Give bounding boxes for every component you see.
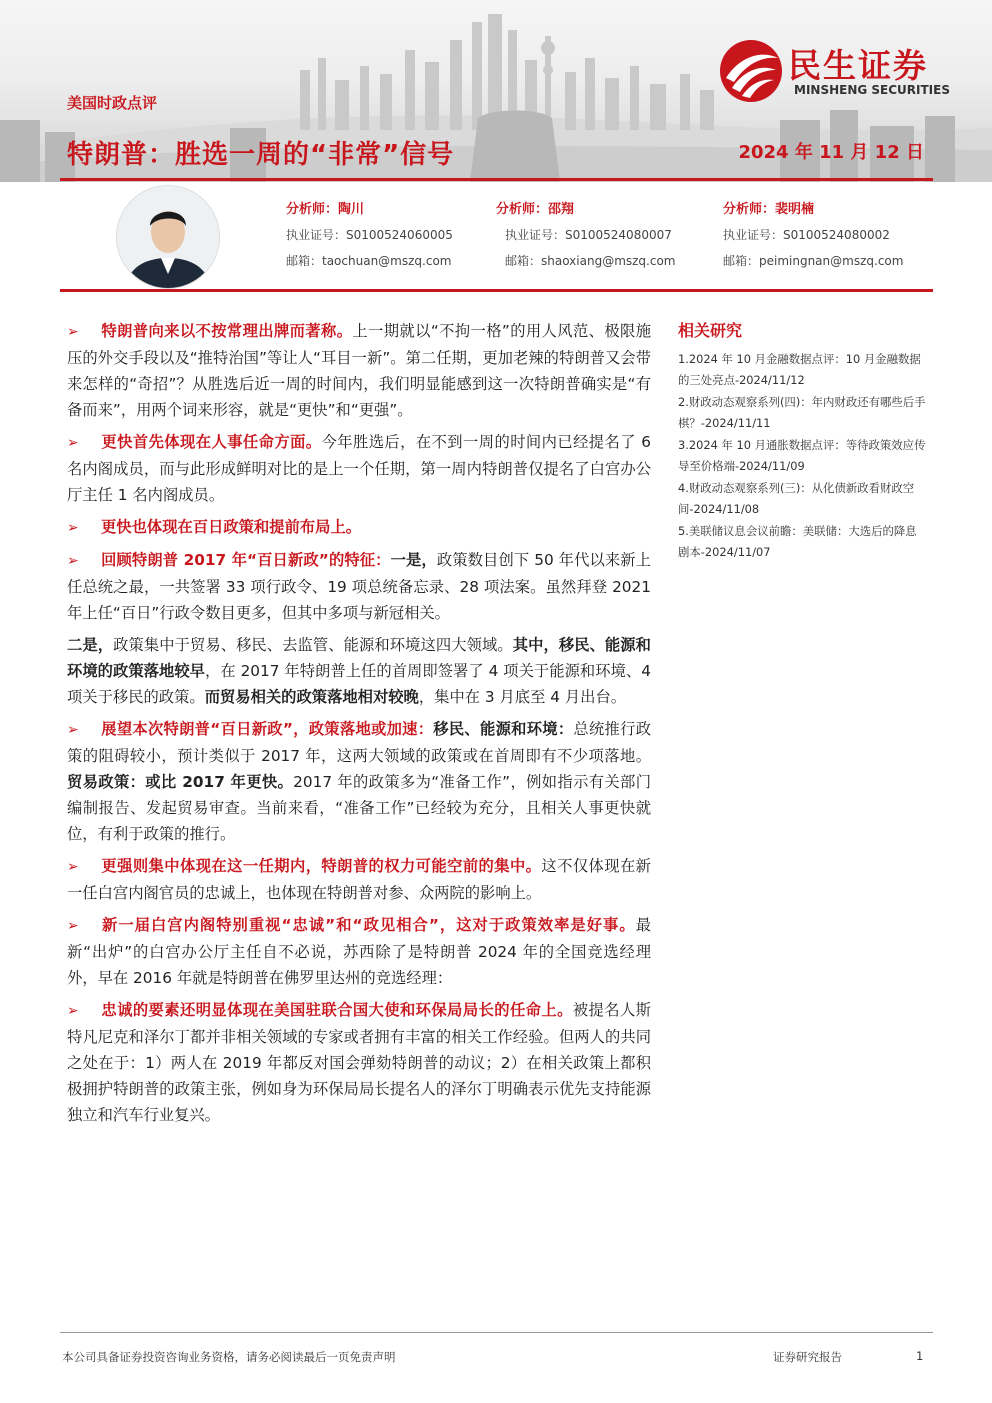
bullet-arrow-icon: ➢ bbox=[67, 1003, 79, 1019]
paragraph-text: 最新“出炉”的白宫办公厅主任自不必说，苏西除了是特朗普 2024 年的全国竞选经理外，早在 2016 年就是特朗普在佛罗里达州的竞选经理： bbox=[67, 916, 651, 987]
paragraph-bold: 而贸易相关的政策落地相对较晚 bbox=[204, 688, 419, 706]
bullet-arrow-icon: ➢ bbox=[67, 324, 79, 340]
paragraph-lead: 更快也体现在百日政策和提前布局上。 bbox=[101, 518, 362, 536]
analyst-email: 邮箱：shaoxiang@mszq.com bbox=[505, 254, 676, 268]
paragraph-lead: 新一届白宫内阁特别重视“忠诚”和“政见相合”，这对于政策效率是好事。 bbox=[101, 916, 636, 934]
bullet-arrow-icon: ➢ bbox=[67, 553, 79, 569]
paragraph-bold: 贸易政策：或比 2017 年更快。 bbox=[67, 773, 294, 791]
analyst-name: 分析师：陶川 bbox=[286, 202, 365, 217]
bullet-arrow-icon: ➢ bbox=[67, 859, 79, 875]
analyst-2 bbox=[496, 198, 676, 269]
paragraph-lead: 回顾特朗普 2017 年“百日新政”的特征： bbox=[101, 551, 391, 569]
analyst-cert: 执业证号：S0100524080002 bbox=[723, 228, 890, 242]
analyst-divider bbox=[60, 289, 933, 292]
related-research-item[interactable]: 1.2024 年 10 月金融数据点评：10 月金融数据的三处亮点-2024/11/12 bbox=[678, 352, 921, 387]
analyst-3 bbox=[723, 198, 903, 269]
related-research-item[interactable]: 5.美联储议息会议前瞻：美联储：大选后的降息剧本-2024/11/07 bbox=[678, 524, 917, 559]
bullet-arrow-icon: ➢ bbox=[67, 918, 79, 934]
analyst-1 bbox=[286, 198, 453, 269]
paragraph-text: 这不仅体现在新一任白宫内阁官员的忠诚上，也体现在特朗普对参、众两院的影响上。 bbox=[67, 857, 651, 902]
minsheng-logo bbox=[718, 38, 968, 104]
paragraph-text: 政策数目创下 50 年代以来新上任总统之最，一共签署 33 项行政令、19 项总统备忘录、28 项法案。虽然拜登 2021 年上任“百日”行政令数目更多，但其中多项与新冠相关。 bbox=[67, 551, 651, 622]
paragraph-text: 总统推行政策的阻碍较小，预计类似于 2017 年，这两大领域的政策或在首周即有不少项落地。 bbox=[67, 720, 651, 765]
paragraph-lead: 展望本次特朗普“百日新政”，政策落地或加速： bbox=[101, 720, 434, 738]
paragraph-bold: 一是， bbox=[390, 551, 437, 569]
header-divider bbox=[60, 178, 933, 181]
paragraph-lead: 更强则集中体现在这一任期内，特朗普的权力可能空前的集中。 bbox=[101, 857, 542, 875]
analyst-photo bbox=[117, 186, 219, 288]
bullet-arrow-icon: ➢ bbox=[67, 722, 79, 738]
minsheng-emblem-icon bbox=[718, 38, 784, 104]
paragraph-9 bbox=[67, 997, 651, 1128]
footer-divider bbox=[60, 1332, 933, 1333]
paragraph-text: ，在 2017 年特朗普上任的首周即签署了 4 项关于能源和环境、4 项关于移民的政策。 bbox=[67, 662, 651, 706]
paragraph-3 bbox=[67, 514, 651, 541]
footer-report-type: 证券研究报告 bbox=[773, 1350, 842, 1364]
footer-disclaimer: 本公司具备证券投资咨询业务资格，请务必阅读最后一页免责声明 bbox=[62, 1350, 396, 1364]
related-research-item[interactable]: 4.财政动态观察系列(三)：从化债新政看财政空间-2024/11/08 bbox=[678, 481, 915, 516]
paragraph-lead: 更快首先体现在人事任命方面。 bbox=[101, 433, 322, 451]
analyst-name: 分析师：裴明楠 bbox=[723, 202, 815, 217]
paragraph-7 bbox=[67, 853, 651, 906]
related-research-item[interactable]: 2.财政动态观察系列(四)：年内财政还有哪些后手棋？-2024/11/11 bbox=[678, 395, 926, 430]
paragraph-text: 被提名人斯特凡尼克和泽尔丁都并非相关领域的专家或者拥有丰富的相关工作经验。但两人的共同之处在于：1）两人在 2019 年都反对国会弹劾特朗普的动议；2）在相关政策上都积极拥护特朗普的政策主张，例如身为环保局局长提名人的泽尔丁明确表示优先支持能源独立和汽车行业复兴。 bbox=[67, 1001, 651, 1124]
bullet-arrow-icon: ➢ bbox=[67, 520, 79, 536]
paragraph-8 bbox=[67, 912, 651, 991]
paragraph-text: 政策集中于贸易、移民、去监管、能源和环境这四大领域。 bbox=[113, 636, 513, 654]
paragraph-bold: 其中，移民、能源和环境的政策落地较早 bbox=[67, 636, 651, 680]
paragraph-bold: 移民、能源和环境： bbox=[433, 720, 574, 738]
paragraph-text: 今年胜选后，在不到一周的时间内已经提名了 6 名内阁成员，而与此形成鲜明对比的是上一个任期，第一周内特朗普仅提名了白宫办公厅主任 1 名内阁成员。 bbox=[67, 433, 651, 504]
paragraph-bold: 二是， bbox=[67, 636, 114, 654]
analyst-email: 邮箱：taochuan@mszq.com bbox=[286, 254, 452, 268]
report-date: 2024 年 11 月 12 日 bbox=[738, 142, 924, 163]
related-research-item[interactable]: 3.2024 年 10 月通胀数据点评：等待政策效应传导至价格端-2024/11/09 bbox=[678, 438, 926, 473]
report-category: 美国时政点评 bbox=[67, 94, 158, 112]
paragraph-2 bbox=[67, 429, 651, 508]
main-content bbox=[67, 318, 651, 1134]
paragraph-4 bbox=[67, 547, 651, 626]
paragraph-text: 上一期就以“不拘一格”的用人风范、极限施压的外交手段以及“推特治国”等让人“耳目一新”。第二任期，更加老辣的特朗普又会带来怎样的“奇招”？从胜选后近一周的时间内，我们明显能感到这一次特朗普确实是“有备而来”，用两个词来形容，就是“更快”和“更强”。 bbox=[67, 322, 651, 419]
paragraph-lead: 忠诚的要素还明显体现在美国驻联合国大使和环保局局长的任命上。 bbox=[101, 1001, 573, 1019]
bullet-arrow-icon: ➢ bbox=[67, 435, 79, 451]
header-banner bbox=[0, 0, 992, 182]
analyst-cert: 执业证号：S0100524060005 bbox=[286, 228, 453, 242]
page-number: 1 bbox=[916, 1349, 924, 1363]
paragraph-1 bbox=[67, 318, 651, 423]
related-research-sidebar bbox=[678, 318, 928, 564]
paragraph-lead: 特朗普向来以不按常理出牌而著称。 bbox=[101, 322, 353, 340]
analyst-name: 分析师：邵翔 bbox=[496, 202, 575, 217]
analyst-email: 邮箱：peimingnan@mszq.com bbox=[723, 254, 904, 268]
report-title: 特朗普：胜选一周的“非常”信号 bbox=[67, 140, 455, 170]
paragraph-6 bbox=[67, 716, 651, 847]
paragraph-5 bbox=[67, 632, 651, 710]
analyst-avatar bbox=[116, 185, 220, 289]
logo-name: 民生证券 bbox=[788, 46, 928, 85]
sidebar-title: 相关研究 bbox=[678, 321, 743, 340]
analyst-cert: 执业证号：S0100524080007 bbox=[505, 228, 672, 242]
paragraph-text: 2017 年的政策多为“准备工作”，例如指示有关部门编制报告、发起贸易审查。当前来看，“准备工作”已经较为充分，且相关人事更快就位，有利于政策的推行。 bbox=[67, 773, 651, 843]
logo-english-name: MINSHENG SECURITIES bbox=[794, 83, 950, 97]
paragraph-text: ，集中在 3 月底至 4 月出台。 bbox=[418, 688, 627, 706]
